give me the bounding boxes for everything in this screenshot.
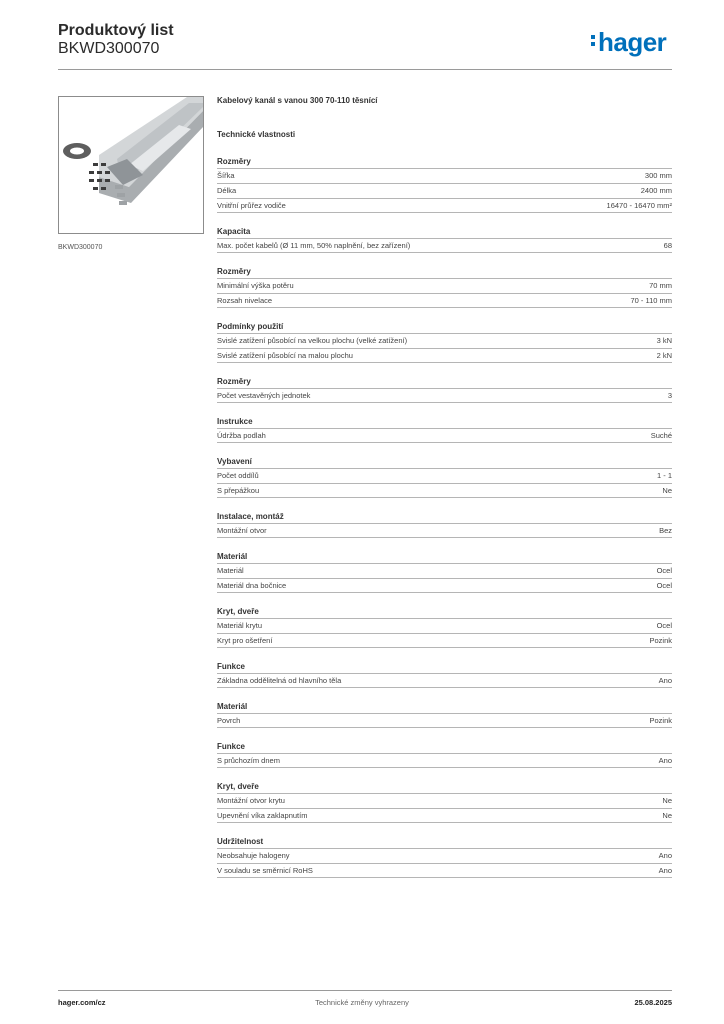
spec-label: Svislé zatížení působící na velkou plochu (velké zatížení): [217, 336, 408, 345]
spec-label: Materiál: [217, 566, 244, 575]
spec-section: [217, 661, 672, 688]
spec-row: [217, 713, 672, 728]
spec-row: [217, 428, 672, 443]
spec-row: [217, 183, 672, 198]
spec-label: Materiál krytu: [217, 621, 263, 630]
spec-value: 3: [667, 391, 672, 400]
spec-section: [217, 416, 672, 443]
spec-value: Bez: [659, 526, 672, 535]
spec-row: [217, 863, 672, 878]
section-title: Podmínky použití: [217, 322, 284, 331]
spec-row: [217, 278, 672, 293]
spec-row: [217, 238, 672, 253]
spec-value: Ano: [658, 676, 672, 685]
spec-value: Ano: [658, 851, 672, 860]
spec-label: Materiál dna bočnice: [217, 581, 287, 590]
spec-value: 70 - 110 mm: [630, 296, 672, 305]
spec-value: 3 kN: [656, 336, 672, 345]
spec-value: Pozink: [649, 716, 672, 725]
spec-label: Montážní otvor krytu: [217, 796, 285, 805]
spec-section: [217, 456, 672, 498]
spec-label: Svislé zatížení působící na malou plochu: [217, 351, 353, 360]
spec-value: 1 - 1: [656, 471, 672, 480]
spec-section: [217, 606, 672, 648]
spec-section: [217, 376, 672, 403]
section-title: Materiál: [217, 552, 248, 561]
spec-row: [217, 333, 672, 348]
spec-label: Šířka: [217, 171, 235, 180]
spec-value: 2 kN: [656, 351, 672, 360]
spec-value: Ne: [662, 811, 672, 820]
spec-value: Ano: [658, 866, 672, 875]
spec-row: [217, 633, 672, 648]
spec-value: Ocel: [656, 581, 672, 590]
spec-label: Délka: [217, 186, 237, 195]
spec-label: Počet vestavěných jednotek: [217, 391, 311, 400]
spec-section: [217, 226, 672, 253]
section-title: Rozměry: [217, 267, 251, 276]
spec-value: 16470 - 16470 mm²: [606, 201, 672, 210]
footer-date: 25.08.2025: [634, 998, 672, 1007]
spec-row: [217, 618, 672, 633]
spec-row: [217, 793, 672, 808]
spec-value: 68: [663, 241, 672, 250]
spec-row: [217, 523, 672, 538]
spec-row: [217, 578, 672, 593]
spec-label: Upevnění víka zaklapnutím: [217, 811, 308, 820]
spec-value: Suché: [650, 431, 672, 440]
spec-row: [217, 168, 672, 183]
spec-row: [217, 468, 672, 483]
section-title: Instalace, montáž: [217, 512, 284, 521]
product-image: [58, 96, 204, 234]
section-title: Funkce: [217, 662, 246, 671]
spec-row: [217, 348, 672, 363]
spec-row: [217, 293, 672, 308]
spec-label: S průchozím dnem: [217, 756, 280, 765]
spec-sections: [217, 156, 672, 878]
spec-value: 2400 mm: [640, 186, 672, 195]
spec-row: [217, 848, 672, 863]
page-title: Produktový list: [58, 22, 174, 39]
spec-section: [217, 836, 672, 878]
section-title: Udržitelnost: [217, 837, 264, 846]
spec-value: Ne: [662, 796, 672, 805]
spec-section: [217, 266, 672, 308]
hager-logo[interactable]: [591, 28, 666, 56]
spec-label: Vnitřní průřez vodiče: [217, 201, 286, 210]
spec-section: [217, 511, 672, 538]
spec-label: Počet oddílů: [217, 471, 259, 480]
spec-label: Rozsah nivelace: [217, 296, 273, 305]
spec-label: Max. počet kabelů (Ø 11 mm, 50% naplnění, bez zařízení): [217, 241, 411, 250]
spec-label: Montážní otvor: [217, 526, 267, 535]
header-divider: [58, 69, 672, 70]
spec-row: [217, 388, 672, 403]
footer-disclaimer: Technické změny vyhrazeny: [315, 998, 409, 1007]
image-caption: BKWD300070: [58, 244, 103, 251]
section-title: Instrukce: [217, 417, 253, 426]
spec-value: Ocel: [656, 566, 672, 575]
spec-row: [217, 198, 672, 213]
spec-section: [217, 701, 672, 728]
technical-properties-title: Technické vlastnosti: [217, 130, 296, 139]
spec-value: Ocel: [656, 621, 672, 630]
spec-value: 300 mm: [644, 171, 672, 180]
spec-section: [217, 741, 672, 768]
spec-section: [217, 781, 672, 823]
spec-row: [217, 673, 672, 688]
spec-content: [217, 96, 672, 891]
footer-website-link[interactable]: hager.com/cz: [58, 998, 106, 1007]
spec-value: 70 mm: [649, 281, 672, 290]
spec-label: Povrch: [217, 716, 241, 725]
spec-row: [217, 753, 672, 768]
spec-label: Kryt pro ošetření: [217, 636, 273, 645]
section-title: Funkce: [217, 742, 246, 751]
section-title: Kryt, dveře: [217, 607, 259, 616]
spec-section: [217, 321, 672, 363]
spec-value: Ano: [658, 756, 672, 765]
spec-label: S přepážkou: [217, 486, 260, 495]
product-name: Kabelový kanál s vanou 300 70-110 těsnící: [217, 96, 378, 105]
spec-label: V souladu se směrnicí RoHS: [217, 866, 313, 875]
spec-section: [217, 551, 672, 593]
section-title: Rozměry: [217, 377, 251, 386]
spec-value: Pozink: [649, 636, 672, 645]
cable-duct-illustration-icon: [59, 97, 203, 233]
section-title: Vybavení: [217, 457, 252, 466]
spec-row: [217, 808, 672, 823]
spec-row: [217, 563, 672, 578]
spec-value: Ne: [662, 486, 672, 495]
section-title: Rozměry: [217, 157, 251, 166]
spec-label: Minimální výška potěru: [217, 281, 294, 290]
section-title: Kapacita: [217, 227, 251, 236]
spec-label: Údržba podlah: [217, 431, 266, 440]
spec-label: Neobsahuje halogeny: [217, 851, 290, 860]
footer-divider: [58, 990, 672, 991]
logo-dots-icon: [591, 32, 595, 49]
section-title: Materiál: [217, 702, 248, 711]
logo-text: hager: [598, 27, 667, 57]
spec-label: Základna oddělitelná od hlavního těla: [217, 676, 342, 685]
spec-section: [217, 156, 672, 213]
spec-row: [217, 483, 672, 498]
section-title: Kryt, dveře: [217, 782, 259, 791]
product-code: BKWD300070: [58, 40, 160, 57]
